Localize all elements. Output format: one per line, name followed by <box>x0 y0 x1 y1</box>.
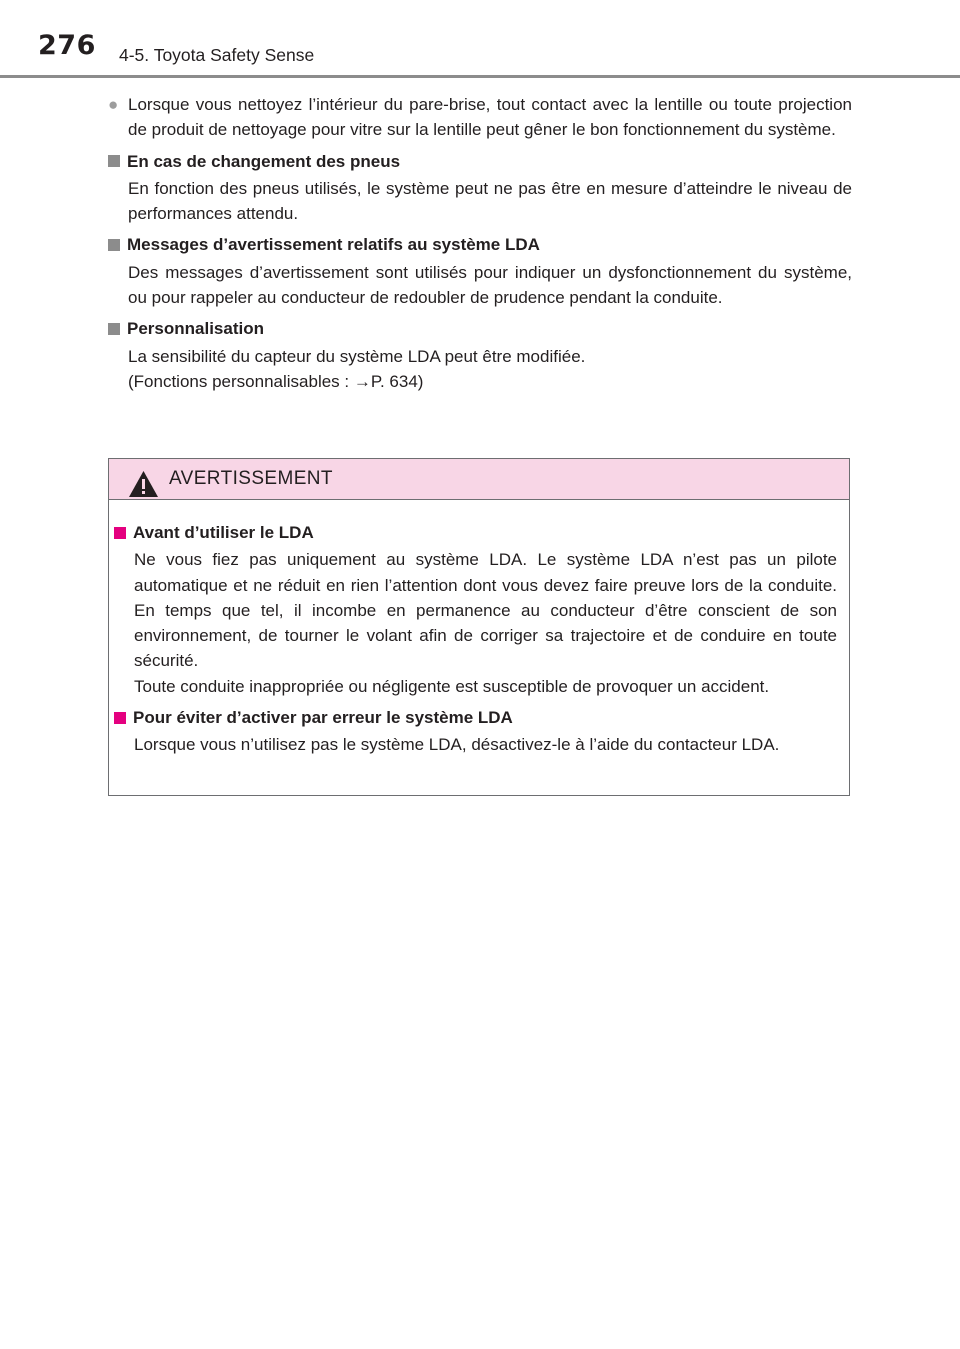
page-header <box>0 0 960 80</box>
section-text-tires: En fonction des pneus utilisés, le système peut ne pas être en mesure d’atteindre le niveau de performances attendu. <box>128 178 852 224</box>
section-heading-customization: Personnalisation <box>108 316 852 341</box>
section-title: 4-5. Toyota Safety Sense <box>119 45 315 65</box>
warning-heading-avoid-activation: Pour éviter d’activer par erreur le système LDA <box>114 705 837 730</box>
warning-triangle-icon <box>128 470 159 498</box>
main-content <box>108 92 852 394</box>
warning-body <box>114 514 837 758</box>
warning-header <box>109 459 849 500</box>
section-heading-tires: En cas de changement des pneus <box>108 149 852 174</box>
square-bullet-icon <box>114 527 126 539</box>
warning-heading-before-use: Avant d’utiliser le LDA <box>114 520 837 545</box>
square-bullet-icon <box>114 712 126 724</box>
intro-bullet <box>87 92 852 143</box>
warning-text-before-use-1: Ne vous fiez pas uniquement au système LDA. Le système LDA n’est pas un pilote automatique et ne réduit en rien l’attention dont vous devez faire preuve lors de la conduite. En temps que tel, il incombe en permanence au conducteur d’être conscient de son environnement, de tourner le volant afin de corriger sa trajectoire et de conduire en toute sécurité. <box>134 550 837 671</box>
square-bullet-icon <box>108 155 120 167</box>
warning-text-before-use-2: Toute conduite inappropriée ou négligente est susceptible de provoquer un accident. <box>134 676 770 696</box>
square-bullet-icon <box>108 239 120 251</box>
header-divider <box>0 75 960 78</box>
warning-box <box>108 458 850 796</box>
warning-text-avoid-activation: Lorsque vous n’utilisez pas le système LDA, désactivez-le à l’aide du contacteur LDA. <box>134 735 780 755</box>
warning-title: AVERTISSEMENT <box>169 468 333 489</box>
bullet-dot-icon: ● <box>108 95 119 114</box>
page-number: 276 <box>38 30 96 61</box>
section-heading-messages: Messages d’avertissement relatifs au système LDA <box>108 232 852 257</box>
customization-page-link[interactable]: (Fonctions personnalisables : →P. 634) <box>128 371 424 391</box>
intro-bullet-text: Lorsque vous nettoyez l’intérieur du pare-brise, tout contact avec la lentille ou toute projection de produit de nettoyage pour vitre sur la lentille peut gêner le bon fonctionnement du système. <box>128 95 852 140</box>
section-text-customization-1: La sensibilité du capteur du système LDA peut être modifiée. <box>128 346 586 366</box>
section-text-messages: Des messages d’avertissement sont utilisés pour indiquer un dysfonctionnement du système, ou pour rappeler au conducteur de redoubler de prudence pendant la conduite. <box>128 262 852 308</box>
square-bullet-icon <box>108 323 120 335</box>
